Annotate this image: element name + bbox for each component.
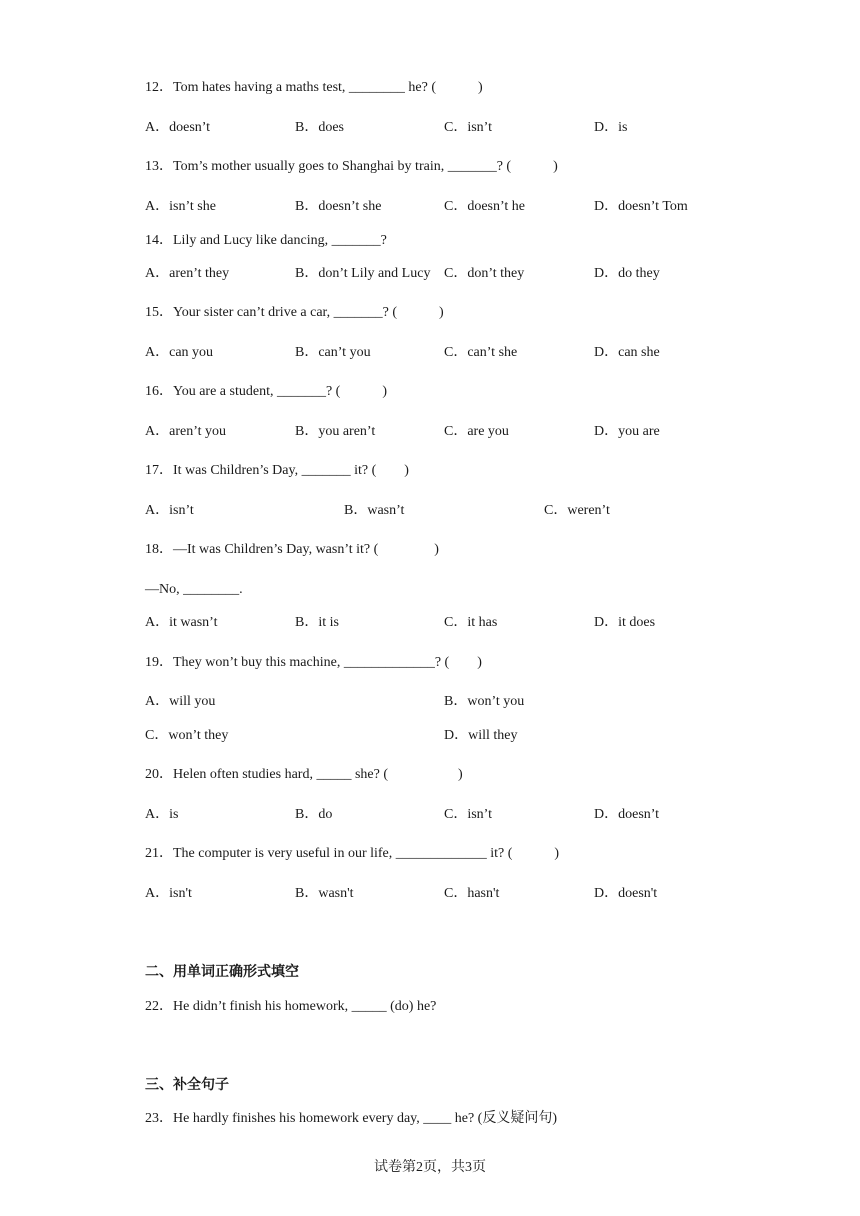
question-20-stem: 20．Helen often studies hard, _____ she? ( ) — [145, 767, 463, 782]
q20-option-a[interactable]: A．is — [145, 807, 179, 822]
q12-option-a[interactable]: A．doesn’t — [145, 120, 211, 135]
q14-option-a[interactable]: A．aren’t they — [145, 266, 230, 281]
q15-option-d[interactable]: D．can she — [594, 345, 660, 360]
q18-option-c[interactable]: C．it has — [444, 615, 498, 630]
question-12-stem: 12．Tom hates having a maths test, ________ he? ( ) — [145, 80, 483, 95]
question-23-stem: 23．He hardly finishes his homework every day, ____ he? (反义疑问句) — [145, 1111, 558, 1126]
question-16-stem: 16．You are a student, _______? ( ) — [145, 384, 387, 399]
q19-option-c[interactable]: C．won’t they — [145, 728, 229, 743]
q16-option-d[interactable]: D．you are — [594, 424, 660, 439]
q21-option-b[interactable]: B．wasn't — [295, 886, 354, 901]
q17-option-b[interactable]: B．wasn’t — [344, 503, 405, 518]
question-21-stem: 21．The computer is very useful in our life, _____________ it? ( ) — [145, 846, 560, 861]
q21-option-c[interactable]: C．hasn't — [444, 886, 500, 901]
section-2-heading: 二、用单词正确形式填空 — [145, 964, 299, 980]
q15-option-a[interactable]: A．can you — [145, 345, 214, 360]
question-15-stem: 15．Your sister can’t drive a car, _______? ( ) — [145, 305, 444, 320]
q18-option-a[interactable]: A．it wasn’t — [145, 615, 218, 630]
page-footer: 试卷第2页，共3页 — [374, 1160, 486, 1175]
q18-option-b[interactable]: B．it is — [295, 615, 339, 630]
q13-option-d[interactable]: D．doesn’t Tom — [594, 199, 688, 214]
question-19-stem: 19．They won’t buy this machine, _____________? ( ) — [145, 655, 482, 670]
q20-option-b[interactable]: B．do — [295, 807, 333, 822]
question-18-response-line: —No, ________. — [145, 582, 243, 597]
q12-option-d[interactable]: D．is — [594, 120, 628, 135]
q16-option-a[interactable]: A．aren’t you — [145, 424, 226, 439]
q12-option-b[interactable]: B．does — [295, 120, 344, 135]
q13-option-a[interactable]: A．isn’t she — [145, 199, 216, 214]
q14-option-c[interactable]: C．don’t they — [444, 266, 525, 281]
question-22-stem: 22．He didn’t finish his homework, _____ (do) he? — [145, 999, 437, 1014]
question-13-stem: 13．Tom’s mother usually goes to Shanghai by train, _______? ( ) — [145, 159, 558, 174]
q14-option-b[interactable]: B．don’t Lily and Lucy — [295, 266, 431, 281]
q20-option-d[interactable]: D．doesn’t — [594, 807, 660, 822]
q12-option-c[interactable]: C．isn’t — [444, 120, 492, 135]
section-3-heading: 三、补全句子 — [145, 1077, 229, 1093]
q20-option-c[interactable]: C．isn’t — [444, 807, 492, 822]
q18-option-d[interactable]: D．it does — [594, 615, 656, 630]
q13-option-b[interactable]: B．doesn’t she — [295, 199, 382, 214]
q19-option-b[interactable]: B．won’t you — [444, 694, 525, 709]
q13-option-c[interactable]: C．doesn’t he — [444, 199, 526, 214]
q19-option-d[interactable]: D．will they — [444, 728, 518, 743]
q14-option-d[interactable]: D．do they — [594, 266, 660, 281]
question-17-stem: 17．It was Children’s Day, _______ it? ( ) — [145, 463, 409, 478]
q21-option-a[interactable]: A．isn't — [145, 886, 192, 901]
question-14-stem: 14．Lily and Lucy like dancing, _______? — [145, 233, 387, 248]
q16-option-c[interactable]: C．are you — [444, 424, 509, 439]
q17-option-a[interactable]: A．isn’t — [145, 503, 194, 518]
q19-option-a[interactable]: A．will you — [145, 694, 216, 709]
q21-option-d[interactable]: D．doesn't — [594, 886, 658, 901]
q15-option-c[interactable]: C．can’t she — [444, 345, 518, 360]
q17-option-c[interactable]: C．weren’t — [544, 503, 610, 518]
question-18-stem: 18．—It was Children’s Day, wasn’t it? ( ) — [145, 542, 439, 557]
q15-option-b[interactable]: B．can’t you — [295, 345, 371, 360]
q16-option-b[interactable]: B．you aren’t — [295, 424, 376, 439]
